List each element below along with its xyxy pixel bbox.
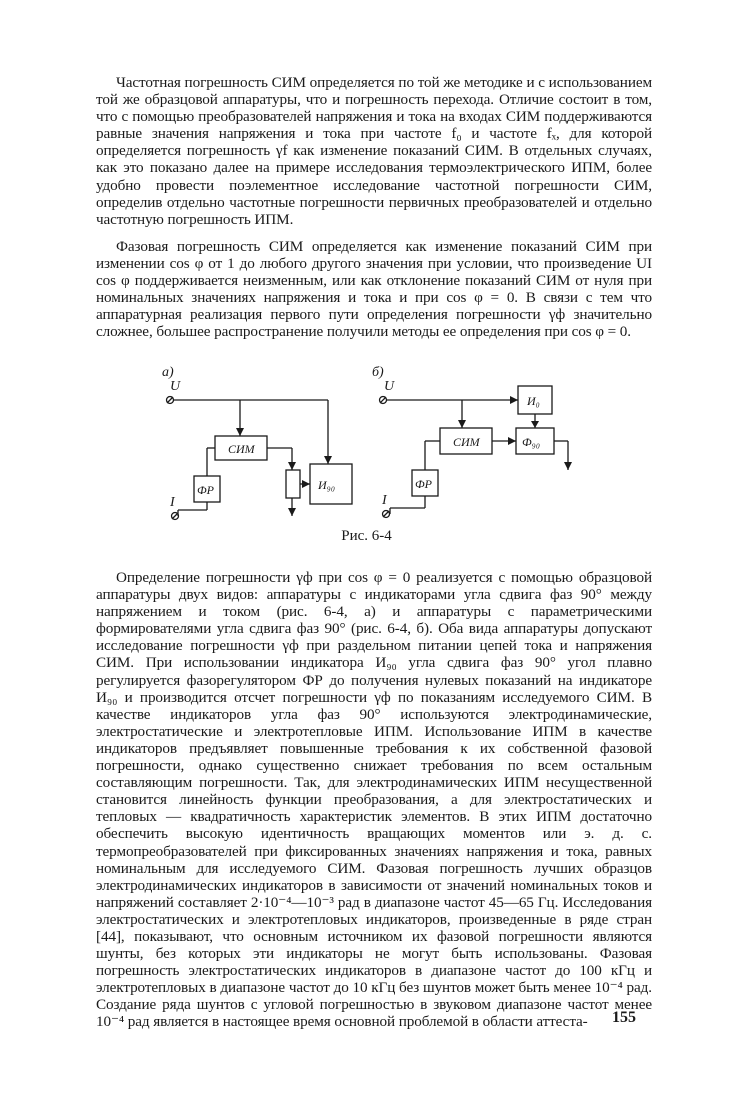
diagram-b	[372, 365, 572, 518]
paragraph-frequency-error: Частотная погрешность СИМ определяется по той же методике и с использованием той же образцовой аппаратуры, что и погрешность перехода. Отличие состоит в том, что с помощью преобразователей напряжения и тока на входах СИМ поддерживаются равные значения напряжения и тока при частоте f₀ и частоте fₓ, для которой определяется погрешность γf как изменение показаний СИМ. В отдельных случаях, как это показано далее на примере исследования термоэлектрического ИПМ, более удобно провести поэлементное исследование частотной погрешности СИМ, определив отдельно частотные погрешности первичных преобразователей и отдельно частотную погрешность ИПМ.	[96, 74, 652, 228]
diagram-a	[162, 365, 352, 520]
diagram-a-shunt	[286, 470, 300, 498]
diagram-b-voltage-label: U	[384, 379, 395, 394]
diagram-a-voltage-label: U	[170, 379, 181, 394]
figure-caption: Рис. 6-4	[341, 528, 392, 544]
figure-6-4	[150, 358, 580, 523]
diagram-a-fr-label: ФР	[197, 483, 214, 497]
diagram-a-current-label: I	[170, 495, 175, 510]
diagram-b-sim-label: СИМ	[453, 435, 480, 449]
diagram-a-sim-label: СИМ	[228, 442, 255, 456]
diagram-a-label: а)	[162, 365, 174, 380]
diagram-b-indicator0-label: И₀	[527, 394, 540, 408]
diagram-b-current-label: I	[382, 493, 387, 508]
paragraph-phase-measurement: Определение погрешности γф при cos φ = 0 реализуется с помощью образцовой аппаратуры двух видов: аппаратуры с индикаторами угла сдвига фаз 90° между напряжением и током (рис. 6-4, а) и аппаратуры с параметрическими формирователями угла сдвига фаз 90° (рис. 6-4, б). Оба вида аппаратуры допускают исследование погрешности γф при раздельном питании цепей тока и напряжения СИМ. При использовании индикатора И₉₀ угла сдвига фаз 90° угол плавно регулируется фазорегулятором ФР до получения нулевых показаний на индикаторе И₉₀ и производится отсчет погрешности γф по показаниям исследуемого СИМ. В качестве индикаторов угла фаз 90° используются электродинамические, электростатические и электротепловые ИПМ. Использование ИПМ в качестве индикаторов предъявляет повышенные требования к их собственной фазовой погрешности, однако существенно снижает требования по всем остальным составляющим погрешности. Так, для электродинамических ИПМ несущественной становится линейность функции преобразования, а для электростатических и тепловых — квадратичность характеристик элементов. В этих ИПМ достаточно обеспечить высокую идентичность вращающих моментов или э. д. с. термопреобразователей при фиксированных значениях напряжения и тока, равных номинальным для исследуемого СИМ. Фазовая погрешность лучших образцов электродинамических индикаторов в зависимости от значений номинальных токов и напряжений составляет 2·10⁻⁴—10⁻³ рад в диапазоне частот 45—65 Гц. Исследования электростатических и электротепловых индикаторов, произведенные в ряде стран [44], показывают, что основным источником их фазовой погрешности являются шунты, без которых эти индикаторы не могут быть использованы. Фазовая погрешность электростатических индикаторов в диапазоне частот до 100 кГц и электротепловых в диапазоне частот до 10 кГц без шунтов может быть менее 10⁻⁴ рад. Создание ряда шунтов с угловой погрешностью в звуковом диапазоне частот менее 10⁻⁴ рад является в настоящее время основной проблемой в области аттеста-	[96, 569, 652, 1031]
diagram-b-fr-label: ФР	[415, 477, 432, 491]
page-number: 155	[612, 1009, 636, 1026]
diagram-b-f90-label: Ф₉₀	[522, 435, 540, 449]
diagram-b-label: б)	[372, 365, 384, 380]
paragraph-phase-error: Фазовая погрешность СИМ определяется как изменение показаний СИМ при изменении cos φ от 1 до любого другого значения при условии, что произведение UI cos φ поддерживается неизменным, или как отклонение показаний СИМ от нуля при номинальных значениях напряжения и тока и при cos φ = 0. В связи с тем что аппаратурная реализация первого пути определения погрешности γф значительно сложнее, большее распространение получили методы ее определения при cos φ = 0.	[96, 238, 652, 341]
diagram-a-indicator-label: И₉₀	[318, 478, 336, 492]
